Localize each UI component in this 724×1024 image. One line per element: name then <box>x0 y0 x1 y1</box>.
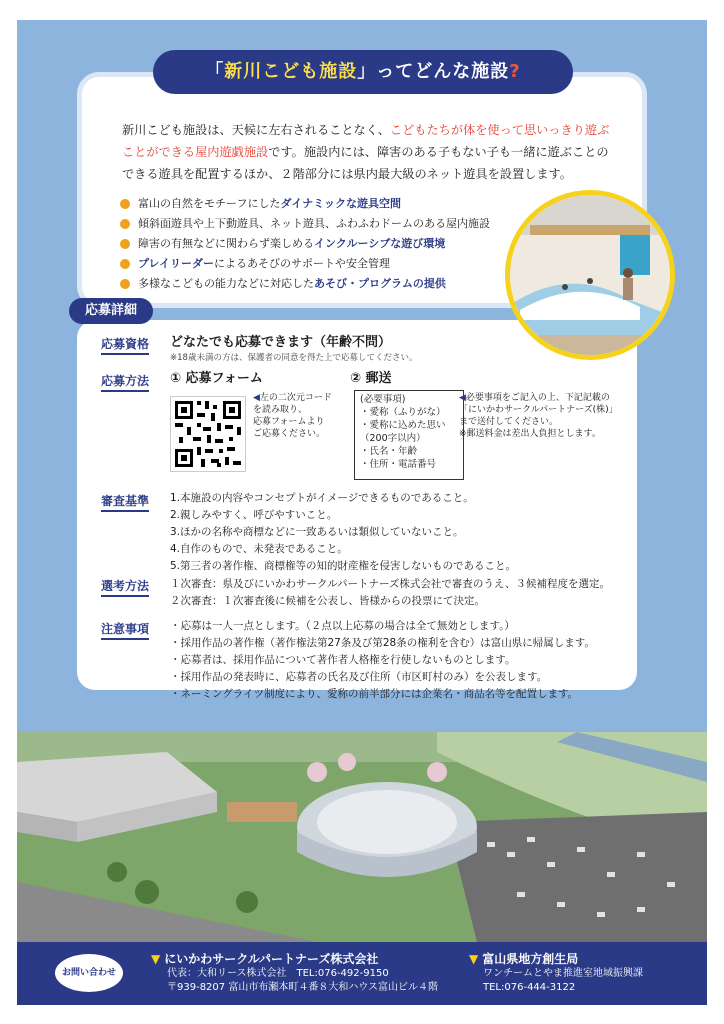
method-label: 応募方法 <box>101 372 149 392</box>
org2-details: ワンチームとやま推進室地域振興課 TEL:076-444-3122 <box>483 968 643 993</box>
eligibility-note: ※18歳未満の方は、保護者の同意を得た上で応募してください。 <box>170 353 418 363</box>
form-instructions: ◀左の二次元コード を読み取り、 応募フォームより ご応募ください。 <box>253 393 332 439</box>
intro-text <box>122 119 612 185</box>
intro-highlight: こどもたちが体を使って思いっきり遊ぶことができる屋内遊戯施設 <box>122 123 610 159</box>
required-items-box: (必要事項) ・愛称（ふりがな） ・愛称に込めた思い （200字以内） ・氏名・年齢 ・住所・電話番号 <box>354 390 464 480</box>
aerial-rendering <box>17 732 707 942</box>
feature-item: 富山の自然をモチーフにしたダイナミックな遊具空間 <box>120 194 540 214</box>
bullet-icon <box>120 219 130 229</box>
qr-code[interactable] <box>170 396 246 472</box>
bullet-icon <box>120 239 130 249</box>
triangle-down-icon: ▼ <box>469 952 479 966</box>
pointer-left-icon: ◀ <box>459 393 466 403</box>
feature-item: 障害の有無などに関わらず楽しめるインクルーシブな遊び環境 <box>120 234 540 254</box>
org2-name: ▼ 富山県地方創生局 <box>469 952 579 966</box>
details-tab: 応募詳細 <box>69 298 153 324</box>
selection-list: １次審査：県及びにいかわサークルパートナーズ株式会社で審査のうえ、３候補程度を選定。 ２次審査：１次審査後に候補を公表し、皆様からの投票にて決定。 <box>170 578 611 607</box>
contact-footer <box>17 942 707 1005</box>
page-title: 「新川こども施設」ってどんな施設? <box>153 50 573 94</box>
method-option-form: ① 応募フォーム <box>170 371 263 386</box>
flyer-page <box>17 20 707 1005</box>
feature-list <box>120 194 540 294</box>
criteria-list: 1.本施設の内容やコンセプトがイメージできるものであること。 2.親しみやすく、呼びやすいこと。 3.ほかの名称や商標などに一致あるいは類似していないこと。 4.自作のもので、未発表であること。 5.第三者の著作権、商標権等の知的財産権を侵害しないものであること。 <box>170 492 517 572</box>
mail-instructions: ◀必要事項をご記入の上、下記記載の 「にいかわサークルパートナーズ(株)」 まで送付してください。 ※郵送料金は差出人負担とします。 <box>459 393 618 439</box>
feature-item: プレイリーダーによるあそびのサポートや安全管理 <box>120 254 540 274</box>
criteria-label: 審査基準 <box>101 492 149 512</box>
bullet-icon <box>120 279 130 289</box>
selection-label: 選考方法 <box>101 577 149 597</box>
pointer-left-icon: ◀ <box>253 393 260 403</box>
method-option-mail: ② 郵送 <box>350 371 392 386</box>
notes-label: 注意事項 <box>101 620 149 640</box>
notes-list: ・応募は一人一点とします。（２点以上応募の場合は全て無効とします。） ・採用作品の著作権（著作権法第27条及び第28条の権利を含む）は富山県に帰属します。 ・応募者は、採用作品について著作者人格権を行使しないものとします。 ・採用作品の発表時に、応募者の氏名及び住所（市区町村のみ）を公表します。 ・ネーミングライツ制度により、愛称の前半部分には企業名・商品名等を配置します。 <box>170 620 595 700</box>
bullet-icon <box>120 259 130 269</box>
triangle-down-icon: ▼ <box>151 952 161 966</box>
org1-details: 代表：大和リース株式会社 TEL:076-492-9150 〒939-8207 富山市布瀬本町４番８大和ハウス富山ビル４階 <box>167 968 439 993</box>
feature-item: 傾斜面遊具や上下動遊具、ネット遊具、ふわふわドームのある屋内施設 <box>120 214 540 234</box>
feature-item: 多様なこどもの能力などに対応したあそび・プログラムの提供 <box>120 274 540 294</box>
intro-part1: 新川こども施設は、天候に左右されることなく、 <box>122 123 390 137</box>
interior-photo <box>505 190 675 360</box>
org1-name: ▼ にいかわサークルパートナーズ株式会社 <box>151 952 379 966</box>
bullet-icon <box>120 199 130 209</box>
eligibility-main: どなたでも応募できます（年齢不問） <box>170 335 392 350</box>
eligibility-label: 応募資格 <box>101 335 149 355</box>
contact-badge: お問い合わせ <box>55 954 123 992</box>
intro-part2: です。施設内には、障害のある子もない子も一緒に遊ぶことのできる遊具を配置するほか、２階部分には県内最大級のネット遊具を設置します。 <box>122 145 609 181</box>
